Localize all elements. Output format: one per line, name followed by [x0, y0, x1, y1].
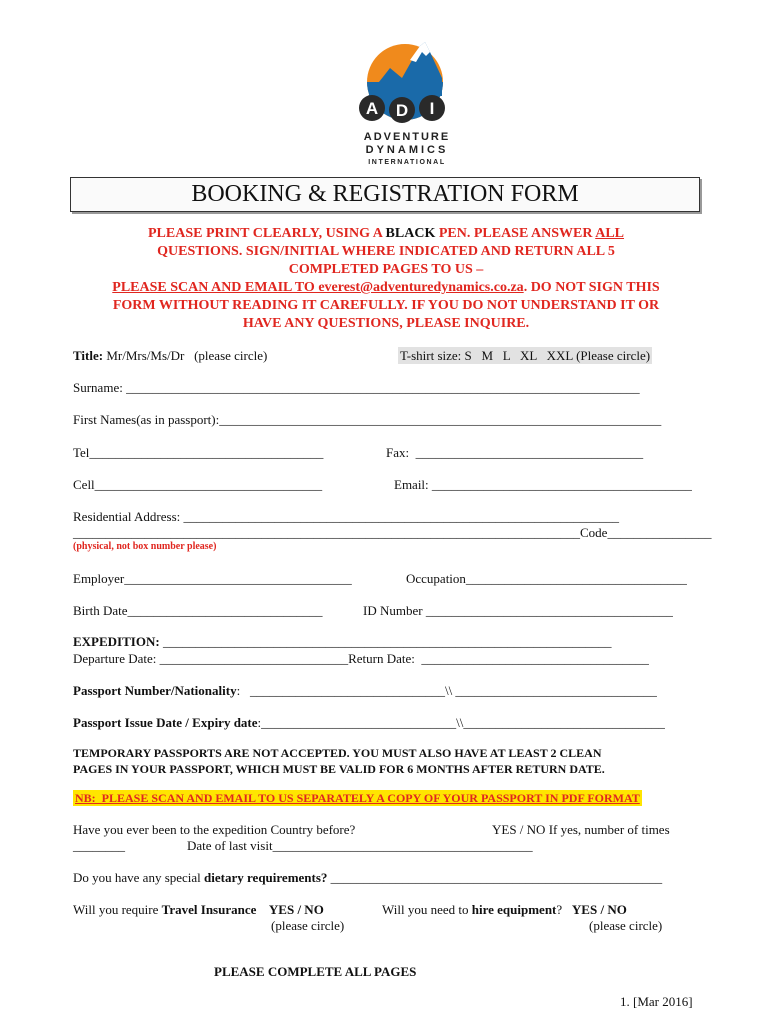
form-title: BOOKING & REGISTRATION FORM [70, 177, 700, 212]
residential-address-line-2[interactable]: ______________________________________________________________________________Code________________ [73, 525, 712, 540]
logo-line-adventure: ADVENTURE [363, 131, 451, 143]
residential-address-field[interactable]: Residential Address: ___________________________________________________________________ [73, 509, 619, 524]
physical-address-note: (physical, not box number please) [73, 541, 217, 552]
instructions-line-6: HAVE ANY QUESTIONS, PLEASE INQUIRE. [242, 316, 530, 331]
email-link[interactable]: PLEASE SCAN AND EMAIL TO everest@adventuredynamics.co.za [112, 280, 524, 295]
passport-copy-notice: NB: PLEASE SCAN AND EMAIL TO US SEPARATELY A COPY OF YOUR PASSPORT IN PDF FORMAT [75, 791, 640, 805]
adi-logo [350, 38, 465, 170]
instructions-line-1: PLEASE PRINT CLEARLY, USING A BLACK PEN. PLEASE ANSWER ALL [147, 226, 625, 241]
been-before-question: Have you ever been to the expedition Country before? [73, 822, 356, 837]
fax-field[interactable]: Fax: ___________________________________ [386, 445, 644, 460]
logo-line-international: INTERNATIONAL [368, 159, 446, 166]
surname-field[interactable]: Surname: _______________________________________________________________________________ [73, 380, 640, 395]
email-field[interactable]: Email: ________________________________________ [394, 477, 692, 492]
instructions-line-5: FORM WITHOUT READING IT CAREFULLY. IF YOU DO NOT UNDERSTAND IT OR [112, 298, 660, 313]
passport-issue-expiry-field[interactable]: Passport Issue Date / Expiry date:______________________________\\_______________________________ [73, 715, 665, 730]
birth-date-field[interactable]: Birth Date______________________________ [73, 603, 323, 618]
instructions-line-2: QUESTIONS. SIGN/INITIAL WHERE INDICATED AND RETURN ALL 5 [157, 244, 615, 259]
last-visit-date-field[interactable]: Date of last visit________________________________________ [187, 838, 533, 853]
travel-insurance-question[interactable]: Will you require Travel Insurance YES / NO [73, 902, 324, 917]
number-of-times-field[interactable]: ________ [73, 838, 125, 853]
instructions-line-3: COMPLETED PAGES TO US – [288, 262, 484, 277]
page-number: 1. [Mar 2016] [620, 994, 693, 1009]
tel-field[interactable]: Tel____________________________________ [73, 445, 324, 460]
logo-letter-i: I [429, 99, 435, 118]
passport-number-field[interactable]: Passport Number/Nationality: ______________________________\\ _______________________________ [73, 683, 657, 698]
logo-letter-a: A [365, 99, 379, 118]
travel-insurance-circle-note: (please circle) [271, 918, 345, 933]
hire-equipment-circle-note: (please circle) [589, 918, 663, 933]
expedition-field[interactable]: EXPEDITION: _____________________________________________________________________ [73, 634, 612, 649]
tshirt-size-field[interactable]: T-shirt size: S M L XL XXL (Please circle) [400, 348, 651, 363]
employer-field[interactable]: Employer___________________________________ [73, 571, 352, 586]
been-before-yes-no[interactable]: YES / NO If yes, number of times [492, 822, 670, 837]
title-field[interactable]: Title: Mr/Mrs/Ms/Dr (please circle) [73, 348, 268, 363]
temporary-passport-notice-1: TEMPORARY PASSPORTS ARE NOT ACCEPTED. YOU MUST ALSO HAVE AT LEAST 2 CLEAN [73, 746, 602, 760]
complete-all-pages-note: PLEASE COMPLETE ALL PAGES [214, 964, 417, 979]
temporary-passport-notice-2: PAGES IN YOUR PASSPORT, WHICH MUST BE VALID FOR 6 MONTHS AFTER RETURN DATE. [73, 762, 605, 776]
cell-field[interactable]: Cell___________________________________ [73, 477, 323, 492]
id-number-field[interactable]: ID Number ______________________________________ [363, 603, 673, 618]
dietary-requirements-field[interactable]: Do you have any special dietary requirements? ___________________________________________________ [73, 870, 663, 885]
first-names-field[interactable]: First Names(as in passport):____________________________________________________________________ [73, 412, 662, 427]
hire-equipment-question[interactable]: Will you need to hire equipment? YES / NO [382, 902, 627, 917]
occupation-field[interactable]: Occupation__________________________________ [406, 571, 687, 586]
logo-line-dynamics: DYNAMICS [365, 144, 449, 156]
departure-return-date-field[interactable]: Departure Date: _____________________________Return Date: ___________________________________ [73, 651, 649, 666]
logo-letter-d: D [395, 101, 409, 120]
instructions-line-4: PLEASE SCAN AND EMAIL TO everest@adventuredynamics.co.za. DO NOT SIGN THIS [112, 280, 660, 295]
